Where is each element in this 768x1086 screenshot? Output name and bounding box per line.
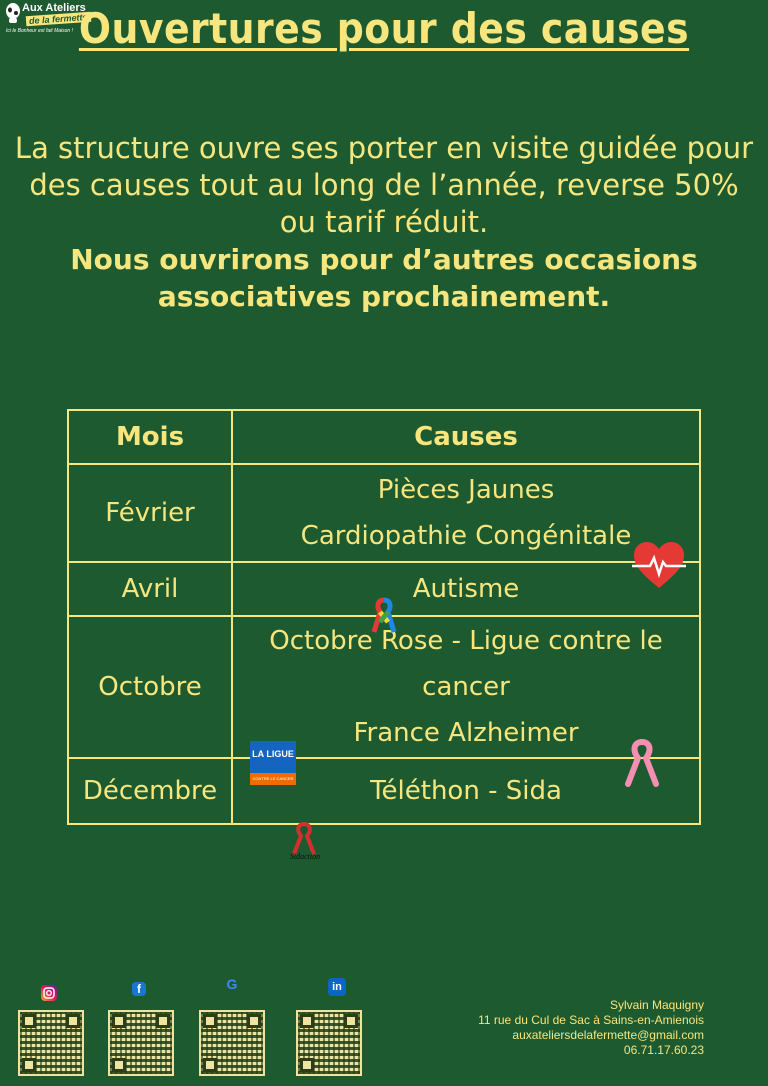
cause-text: Autisme [412,574,520,604]
instagram-qr-code[interactable] [18,1010,84,1076]
intro-bold-line: Nous ouvrirons pour d’autres occasions [70,243,698,276]
contact-name: Sylvain Maquigny [609,998,704,1012]
contact-address: 11 rue du Cul de Sac à Sains-en-Amienois [478,1013,704,1027]
facebook-icon[interactable]: f [132,982,146,996]
intro-line: des causes tout au long de l’année, reverse 50% [29,168,739,202]
month-cell: Avril [68,562,232,616]
page-title: Ouvertures pour des causes [78,4,690,53]
google-qr-code[interactable] [199,1010,265,1076]
logo-line2: de la fermette [26,12,91,26]
cause-cell [232,616,700,758]
contact-info [478,998,704,1058]
sidaction-label: Sidaction [289,852,321,861]
month-cell: Décembre [68,758,232,824]
cause-cell [232,464,700,562]
autism-ribbon-icon [370,596,398,636]
cause-text: France Alzheimer [353,718,579,748]
cause-text: Téléthon - Sida [370,776,562,806]
ligue-logo-subtext: CONTRE LE CANCER [250,773,296,785]
logo-tagline: Ici le Bonheur est fait Maison ! [6,28,73,34]
logo-line1: Aux Ateliers [22,2,86,14]
header-mois: Mois [68,410,232,464]
table-row [68,758,700,824]
instagram-icon[interactable] [41,985,57,1001]
table-header-row [68,410,700,464]
linkedin-icon[interactable]: in [328,978,346,996]
ligue-cancer-logo [250,741,296,785]
cause-text: Pièces Jaunes [377,475,555,505]
sidaction-ribbon-icon [288,822,320,856]
header-causes: Causes [232,410,700,464]
table-row [68,616,700,758]
cause-text: Cardiopathie Congénitale [300,521,632,551]
google-icon[interactable]: G [226,976,238,992]
cause-text: cancer [422,672,510,702]
contact-phone[interactable]: 06.71.17.60.23 [623,1043,704,1057]
contact-email[interactable]: auxateliersdelafermette@gmail.com [512,1028,704,1042]
intro-line: ou tarif réduit. [279,205,489,239]
cow-icon [4,2,22,24]
table-row [68,464,700,562]
month-cell: Octobre [68,616,232,758]
cause-cell [232,562,700,616]
ligue-logo-text: LA LIGUE [252,749,294,759]
intro-text [0,130,768,315]
intro-bold-line: associatives prochainement. [157,280,611,313]
heart-icon [632,540,686,590]
linkedin-qr-code[interactable] [296,1010,362,1076]
month-cell: Février [68,464,232,562]
pink-ribbon-icon [622,738,662,788]
facebook-qr-code[interactable] [108,1010,174,1076]
cause-text: Octobre Rose - Ligue contre le [269,626,663,656]
intro-line: La structure ouvre ses porter en visite guidée pour [14,131,754,165]
